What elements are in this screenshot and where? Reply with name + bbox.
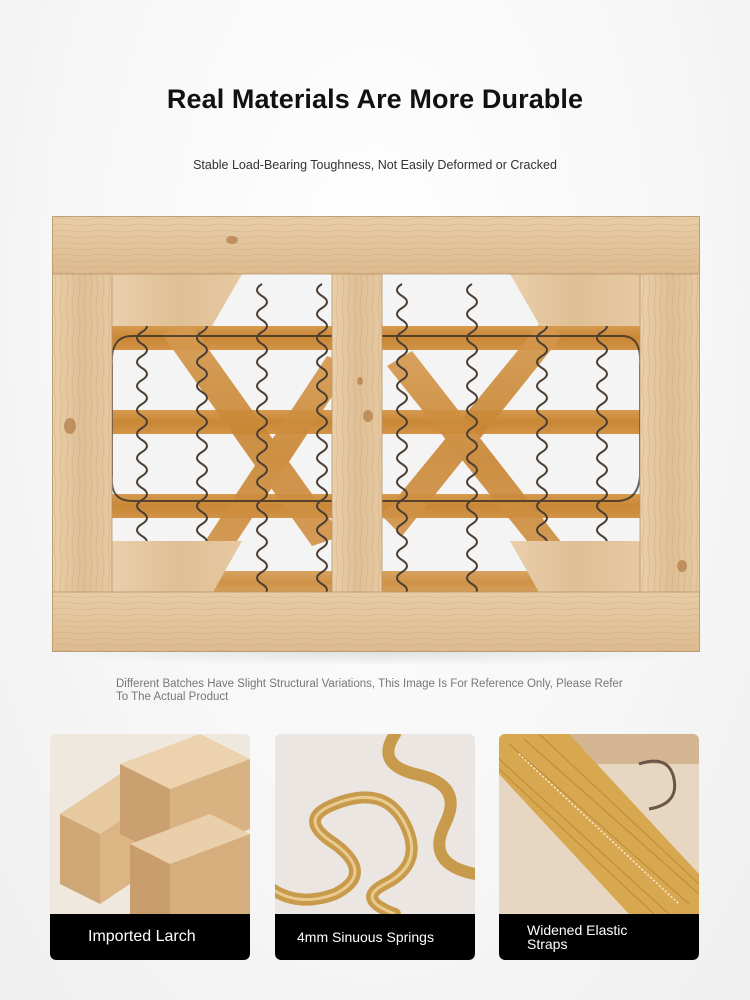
feature-card-straps	[499, 734, 699, 960]
page-subtitle: Stable Load-Bearing Toughness, Not Easily Deformed or Cracked	[193, 158, 557, 172]
feature-card-springs	[275, 734, 475, 960]
feature-label: 4mm Sinuous Springs	[275, 914, 475, 960]
feature-label: Widened Elastic Straps	[499, 914, 699, 960]
disclaimer-text: Different Batches Have Slight Structural Variations, This Image Is For Reference Only, Please Refer To The Actual Product	[116, 678, 623, 703]
sofa-frame-image	[52, 216, 700, 652]
larch-wood-image	[50, 734, 250, 914]
page-title: Real Materials Are More Durable	[166, 84, 584, 114]
feature-card-larch	[50, 734, 250, 960]
elastic-strap-image	[499, 734, 699, 914]
frame-shadow	[40, 652, 710, 666]
feature-label: Imported Larch	[50, 914, 250, 960]
sinuous-spring-image	[275, 734, 475, 914]
